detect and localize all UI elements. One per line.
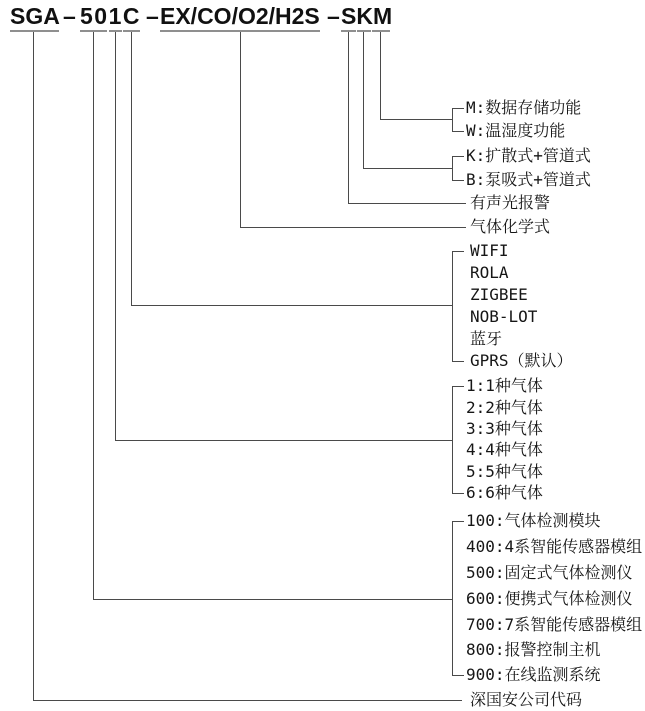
label-storage-m: M:数据存储功能 bbox=[466, 98, 582, 117]
label-comm-rola: ROLA bbox=[470, 263, 509, 282]
label-gas-count-2: 2:2种气体 bbox=[466, 398, 543, 417]
label-gas-count-3: 3:3种气体 bbox=[466, 419, 543, 438]
connector-gas-formula-vertical bbox=[240, 32, 241, 228]
bracket-series-stub-top bbox=[452, 521, 464, 522]
connector-comm-vertical bbox=[131, 32, 132, 306]
label-series-800: 800:报警控制主机 bbox=[466, 640, 601, 659]
label-series-100: 100:气体检测模块 bbox=[466, 511, 601, 530]
connector-company-vertical bbox=[33, 32, 34, 701]
bracket-storage-vertical bbox=[452, 108, 453, 132]
connector-company-horizontal bbox=[33, 700, 462, 701]
title-suffix: SKM bbox=[341, 3, 393, 29]
title-company-code: SGA bbox=[10, 3, 60, 29]
label-series-500: 500:固定式气体检测仪 bbox=[466, 563, 633, 582]
label-series-900: 900:在线监测系统 bbox=[466, 665, 601, 684]
bracket-series-vertical bbox=[452, 521, 453, 676]
label-gas-count-1: 1:1种气体 bbox=[466, 376, 543, 395]
bracket-sampling-vertical bbox=[452, 156, 453, 181]
bracket-gas-count-stub-top bbox=[452, 386, 464, 387]
title-gas-list: EX/CO/O2/H2S bbox=[160, 3, 320, 29]
label-comm-gprs: GPRS（默认） bbox=[470, 351, 573, 370]
label-comm-noblot: NOB-LOT bbox=[470, 307, 538, 326]
title-separator-1: – bbox=[63, 3, 76, 29]
connector-sampling-horizontal bbox=[363, 168, 453, 169]
connector-storage-vertical bbox=[380, 32, 381, 120]
label-gas-count-5: 5:5种气体 bbox=[466, 462, 543, 481]
label-sampling-b: B:泵吸式+管道式 bbox=[466, 170, 591, 189]
label-series-700: 700:7系智能传感器模组 bbox=[466, 615, 643, 634]
connector-gas-formula-horizontal bbox=[240, 227, 466, 228]
label-gas-formula: 气体化学式 bbox=[470, 217, 551, 236]
bracket-comm-stub-top bbox=[452, 251, 464, 252]
connector-sampling-vertical bbox=[363, 32, 364, 169]
underline-k bbox=[357, 30, 371, 32]
bracket-gas-count-stub-bottom bbox=[452, 493, 464, 494]
label-gas-count-6: 6:6种气体 bbox=[466, 483, 543, 502]
label-comm-wifi: WIFI bbox=[470, 241, 509, 260]
label-gas-count-4: 4:4种气体 bbox=[466, 440, 543, 459]
label-series-400: 400:4系智能传感器模组 bbox=[466, 537, 643, 556]
connector-alarm-horizontal bbox=[348, 203, 466, 204]
bracket-sampling-stub-bottom bbox=[452, 180, 464, 181]
bracket-series-stub-bottom bbox=[452, 675, 464, 676]
underline-m bbox=[372, 30, 390, 32]
bracket-comm-vertical bbox=[452, 251, 453, 362]
bracket-storage-stub-top bbox=[452, 108, 464, 109]
connector-series-vertical bbox=[93, 32, 94, 600]
label-sampling-k: K:扩散式+管道式 bbox=[466, 146, 591, 165]
connector-series-horizontal bbox=[93, 599, 453, 600]
label-storage-w: W:温湿度功能 bbox=[466, 121, 566, 140]
connector-storage-horizontal bbox=[380, 119, 453, 120]
label-comm-bluetooth: 蓝牙 bbox=[470, 329, 503, 348]
title-separator-3: – bbox=[327, 3, 340, 29]
title-model-number: 501C bbox=[80, 3, 141, 29]
label-company-code: 深国安公司代码 bbox=[470, 690, 583, 709]
underline-sga bbox=[10, 30, 59, 32]
bracket-comm-stub-bottom bbox=[452, 361, 464, 362]
label-alarm: 有声光报警 bbox=[470, 193, 551, 212]
title-separator-2: – bbox=[146, 3, 159, 29]
bracket-gas-count-vertical bbox=[452, 386, 453, 494]
label-series-600: 600:便携式气体检测仪 bbox=[466, 589, 633, 608]
connector-gas-count-horizontal bbox=[115, 440, 453, 441]
connector-comm-horizontal bbox=[131, 305, 453, 306]
bracket-sampling-stub-top bbox=[452, 156, 464, 157]
connector-gas-count-vertical bbox=[115, 32, 116, 441]
label-comm-zigbee: ZIGBEE bbox=[470, 285, 528, 304]
connector-alarm-vertical bbox=[348, 32, 349, 204]
bracket-storage-stub-bottom bbox=[452, 131, 464, 132]
